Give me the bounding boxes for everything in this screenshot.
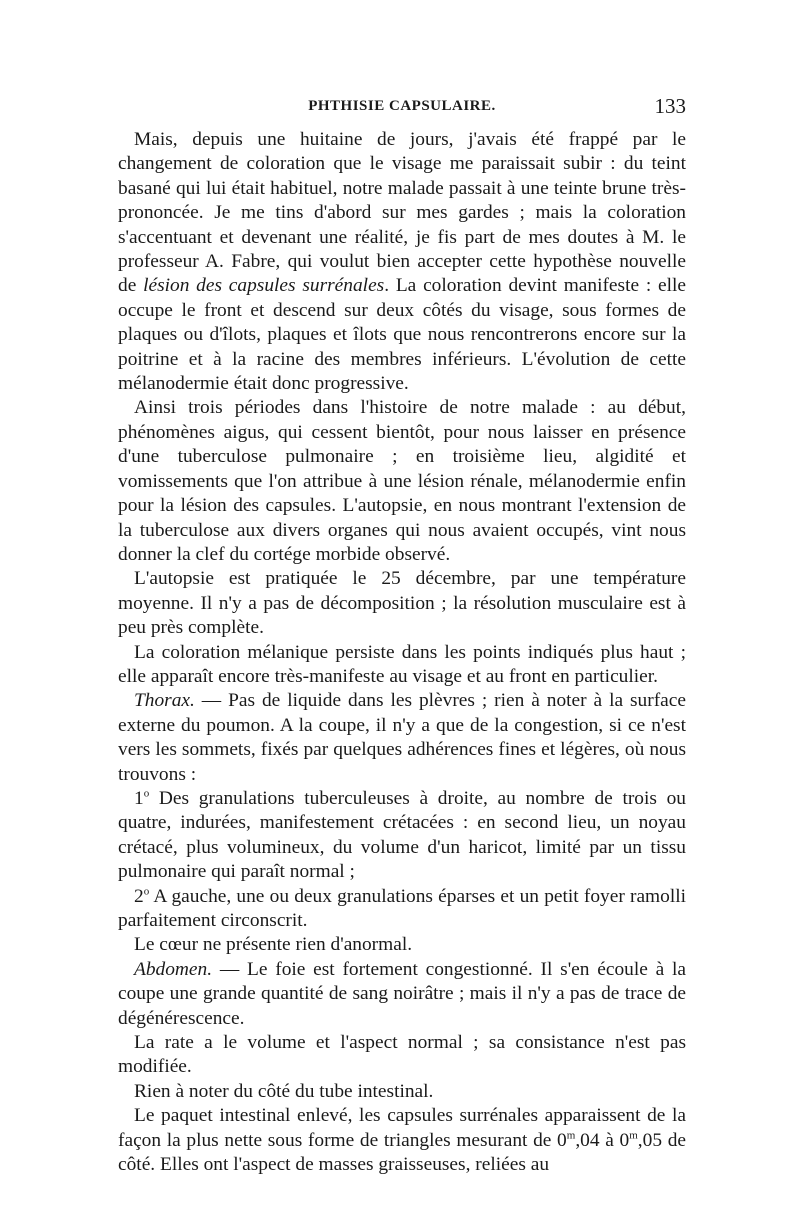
- superscript: o: [143, 787, 150, 800]
- paragraph: [118, 641, 686, 690]
- text-run: Rien à noter du côté du tube intestinal.: [134, 1080, 434, 1102]
- text-run: A gauche, une ou deux granulations éparses et un petit foyer ramolli parfaitement circonscrit.: [118, 885, 686, 931]
- paragraph: [118, 1104, 686, 1177]
- text-run: La coloration mélanique persiste dans les points indiqués plus haut ; elle apparaît encore très-manifeste au visage et au front en particulier.: [118, 641, 686, 687]
- paragraph: [118, 885, 686, 934]
- page-number: 133: [654, 94, 686, 118]
- running-title: PHTHISIE CAPSULAIRE.: [308, 98, 496, 114]
- paragraph: [118, 567, 686, 640]
- superscript: m: [566, 1129, 576, 1142]
- text-run: L'autopsie est pratiquée le 25 décembre, par une température moyenne. Il n'y a pas de décomposition ; la résolution musculaire est à peu près complète.: [118, 568, 686, 639]
- paragraph: [118, 958, 686, 1031]
- text-run: — Le foie est fortement congestionné. Il s'en écoule à la coupe une grande quantité de sang noirâtre ; mais il n'y a pas de trace de dégénérescence.: [118, 958, 686, 1029]
- italic-term: lésion des capsules surrénales: [143, 275, 385, 297]
- paragraph: [118, 689, 686, 787]
- paragraph: [118, 787, 686, 885]
- text-run: Ainsi trois périodes dans l'histoire de notre malade : au début, phénomènes aigus, qui cessent bientôt, pour nous laisser en présence d'une tuberculose pulmonaire ; en troisième lieu, algidité et vomissements que l'on attribue à une lésion rénale, mélanodermie enfin pour la lésion des capsules. L'autopsie, en nous montrant l'extension de la tuberculose aux divers organes qui nous avaient occupés, vint nous donner la clef du cortége morbide observé.: [118, 397, 686, 565]
- text-run: . La coloration devint manifeste : elle occupe le front et descend sur deux côtés du visage, sous formes de plaques ou d'îlots, plaques et îlots que nous rencontrerons encore sur la poitrine et à la racine des membres inférieurs. L'évolution de cette mélanodermie était donc progressive.: [118, 275, 686, 395]
- paragraph: [118, 1031, 686, 1080]
- text-run: — Pas de liquide dans les plèvres ; rien à noter à la surface externe du poumon. A la coupe, il n'y a que de la congestion, si ce n'est vers les sommets, fixés par quelques adhérences fines et légères, où nous trouvons :: [118, 690, 686, 785]
- text-run: Le cœur ne présente rien d'anormal.: [134, 934, 413, 956]
- superscript: o: [143, 885, 150, 898]
- paragraph: [118, 128, 686, 396]
- superscript: m: [629, 1129, 638, 1142]
- italic-term: Abdomen.: [134, 958, 213, 980]
- text-run: Mais, depuis une huitaine de jours, j'avais été frappé par le changement de coloration que le visage me paraissait subir : du teint basané qui lui était habituel, notre malade passait à une teinte brune très-prononcée. Je me tins d'abord sur mes gardes ; mais la coloration s'accentuant et devenant une réalité, je fis part de mes doutes à M. le professeur A. Fabre, qui voulut bien accepter cette hypothèse nouvelle de: [118, 129, 686, 297]
- text-run: La rate a le volume et l'aspect normal ; sa consistance n'est pas modifiée.: [118, 1032, 686, 1078]
- paragraph: [118, 933, 686, 957]
- paragraph: [118, 396, 686, 567]
- paragraph: [118, 1080, 686, 1104]
- text-run: Le paquet intestinal enlevé, les capsules surrénales apparaissent de la façon la plus nette sous forme de triangles mesurant de 0: [118, 1105, 686, 1151]
- italic-term: Thorax.: [134, 690, 195, 712]
- text-run: ,04 à 0: [575, 1129, 630, 1151]
- text-run: ,05 de côté. Elles ont l'aspect de masses graisseuses, reliées au: [118, 1129, 686, 1176]
- text-run: 1: [134, 787, 144, 809]
- text-run: Des granulations tuberculeuses à droite, au nombre de trois ou quatre, indurées, manifestement crétacées : en second lieu, un noyau crétacé, plus volumineux, du volume d'un haricot, limité par un tissu pulmonaire qui paraît normal ;: [118, 787, 686, 883]
- body-text: [118, 128, 686, 1177]
- text-run: 2: [134, 885, 144, 907]
- running-header: [118, 94, 686, 124]
